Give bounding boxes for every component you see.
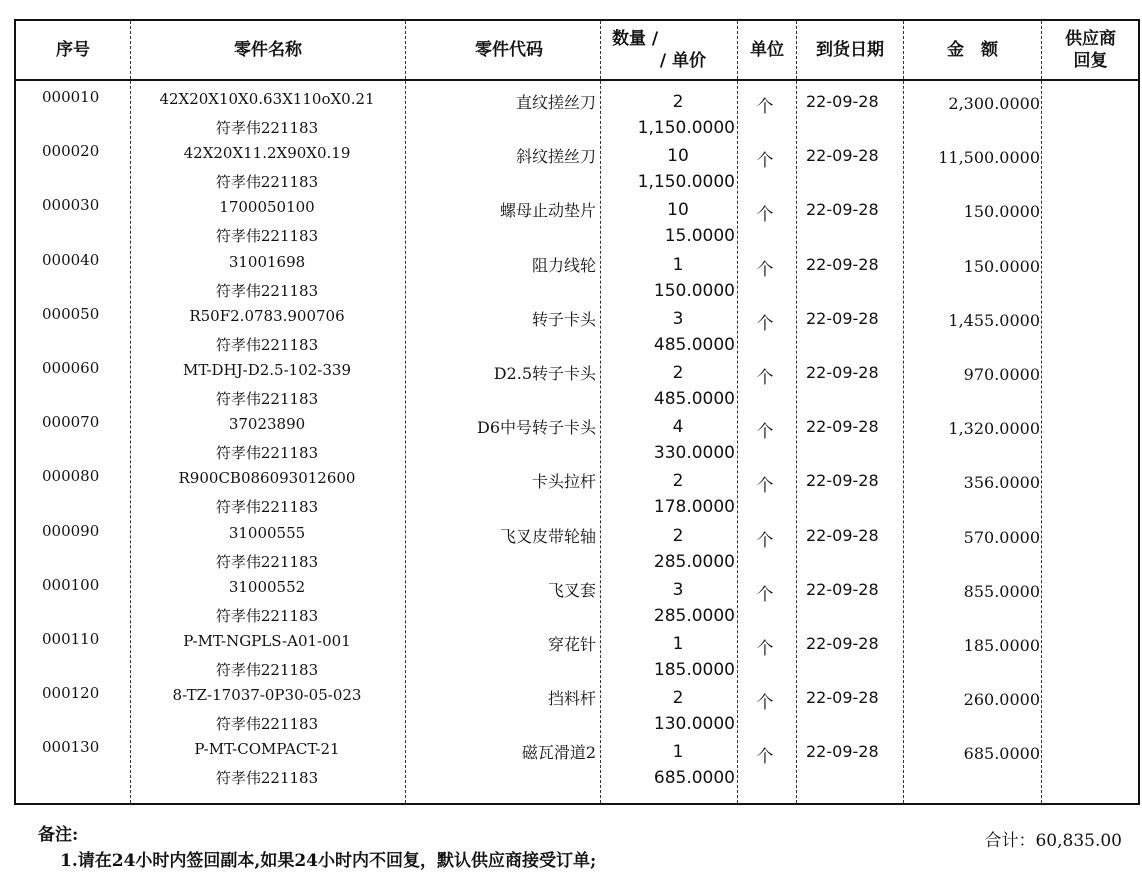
spec-cell: MT-DHJ-D2.5-102-339 <box>183 361 351 379</box>
qty-cell: 1 <box>672 634 684 654</box>
header-date: 到货日期 <box>816 40 884 60</box>
seq-cell: 000030 <box>42 196 100 215</box>
spec-cell: 37023890 <box>228 415 306 434</box>
code-cell: 飞叉皮带轮轴 <box>499 526 596 546</box>
price-cell: 178.0000 <box>653 497 735 518</box>
person-cell: 符孝伟221183 <box>215 661 319 679</box>
qty-cell: 2 <box>672 92 684 112</box>
date-cell: 22-09-28 <box>806 417 879 437</box>
price-cell: 330.0000 <box>653 443 735 464</box>
date-cell: 22-09-28 <box>806 363 879 382</box>
price-cell: 185.0000 <box>653 660 735 680</box>
header-seq: 序号 <box>56 40 90 60</box>
qty-cell: 4 <box>672 417 684 438</box>
code-cell: 飞叉套 <box>547 580 596 600</box>
unit-cell: 个 <box>756 747 774 768</box>
price-cell: 130.0000 <box>653 714 735 735</box>
qty-cell: 2 <box>672 688 684 709</box>
seq-cell: 000040 <box>42 250 100 269</box>
amount-cell: 356.0000 <box>963 473 1040 493</box>
seq-cell: 000050 <box>42 304 100 323</box>
spec-cell: 42X20X10X0.63X110oX0.21 <box>159 90 375 108</box>
date-cell: 22-09-28 <box>806 308 879 328</box>
price-cell: 285.0000 <box>653 551 735 572</box>
person-cell: 符孝伟221183 <box>215 552 319 571</box>
amount-cell: 11,500.0000 <box>938 148 1040 168</box>
unit-cell: 个 <box>756 476 774 497</box>
seq-cell: 000100 <box>42 575 100 594</box>
seq-cell: 000070 <box>42 413 100 432</box>
unit-cell: 个 <box>756 368 774 388</box>
seq-cell: 000060 <box>42 359 100 377</box>
amount-cell: 2,300.0000 <box>948 94 1040 113</box>
amount-cell: 150.0000 <box>963 202 1040 222</box>
header-price: / 单价 <box>659 51 706 71</box>
header-name: 零件名称 <box>234 40 302 60</box>
spec-cell: 42X20X11.2X90X0.19 <box>183 144 351 163</box>
header-qty: 数量 / <box>612 29 659 49</box>
header-reply-line2: 回复 <box>1073 51 1108 71</box>
code-cell: D6中号转子卡头 <box>476 418 596 438</box>
unit-cell: 个 <box>756 422 774 443</box>
person-cell: 符孝伟221183 <box>215 606 319 625</box>
spec-cell: 31001698 <box>228 252 306 271</box>
unit-cell: 个 <box>756 313 774 334</box>
amount-cell: 185.0000 <box>963 636 1040 655</box>
amount-cell: 970.0000 <box>963 365 1040 384</box>
amount-cell: 150.0000 <box>963 256 1040 276</box>
code-cell: 挡料杆 <box>547 689 596 709</box>
unit-cell: 个 <box>756 151 774 172</box>
unit-cell: 个 <box>756 97 774 117</box>
amount-cell: 1,320.0000 <box>948 419 1040 439</box>
date-cell: 22-09-28 <box>806 200 879 220</box>
spec-cell: R900CB086093012600 <box>178 469 356 488</box>
note-1: 1.请在24小时内签回副本,如果24小时内不回复，默认供应商接受订单; <box>60 851 597 871</box>
seq-cell: 000020 <box>42 142 100 161</box>
person-cell: 符孝伟221183 <box>215 498 319 517</box>
qty-cell: 1 <box>672 254 684 275</box>
price-cell: 1,150.0000 <box>637 118 735 138</box>
header-qty-price <box>602 22 736 78</box>
header-rule <box>14 79 1140 81</box>
qty-cell: 2 <box>672 363 684 383</box>
column-divider <box>1041 21 1042 803</box>
person-cell: 符孝伟221183 <box>215 390 319 408</box>
unit-cell: 个 <box>756 259 774 280</box>
qty-cell: 10 <box>667 146 689 167</box>
total-amount: 合计：60,835.00 <box>984 831 1122 851</box>
header-reply-line1: 供应商 <box>1065 29 1116 49</box>
header-amount: 金 额 <box>947 40 998 60</box>
column-divider <box>796 21 797 803</box>
spec-cell: 8-TZ-17037-0P30-05-023 <box>172 686 362 705</box>
price-cell: 150.0000 <box>653 280 735 301</box>
seq-cell: 000010 <box>42 88 100 106</box>
spec-cell: 31000552 <box>228 577 306 596</box>
code-cell: 直纹搓丝刀 <box>515 93 596 112</box>
amount-cell: 685.0000 <box>963 744 1040 764</box>
amount-cell: 855.0000 <box>963 581 1040 601</box>
qty-cell: 1 <box>672 742 684 763</box>
column-divider <box>737 21 738 803</box>
seq-cell: 000090 <box>42 521 100 540</box>
date-cell: 22-09-28 <box>806 92 879 111</box>
seq-cell: 000110 <box>42 630 100 648</box>
person-cell: 符孝伟221183 <box>215 769 319 788</box>
code-cell: 螺母止动垫片 <box>499 201 596 221</box>
spec-cell: 1700050100 <box>219 198 315 217</box>
price-cell: 285.0000 <box>653 605 735 626</box>
qty-cell: 3 <box>672 308 684 329</box>
header-code: 零件代码 <box>475 40 543 60</box>
qty-cell: 2 <box>672 525 684 546</box>
price-cell: 15.0000 <box>664 226 735 247</box>
spec-cell: 31000555 <box>228 523 306 542</box>
amount-cell: 260.0000 <box>963 690 1040 710</box>
column-divider <box>130 21 131 803</box>
price-cell: 485.0000 <box>653 334 735 355</box>
price-cell: 685.0000 <box>653 768 735 789</box>
person-cell: 符孝伟221183 <box>215 715 319 734</box>
code-cell: 卡头拉杆 <box>531 472 596 492</box>
column-divider <box>405 21 406 803</box>
amount-cell: 1,455.0000 <box>948 310 1040 330</box>
column-divider <box>600 21 601 803</box>
code-cell: D2.5转子卡头 <box>493 364 596 383</box>
unit-cell: 个 <box>756 530 774 551</box>
column-divider <box>903 21 904 803</box>
spec-cell: R50F2.0783.900706 <box>189 306 345 325</box>
person-cell: 符孝伟221183 <box>215 281 319 300</box>
price-cell: 485.0000 <box>653 389 735 409</box>
date-cell: 22-09-28 <box>806 254 879 274</box>
price-cell: 1,150.0000 <box>637 172 735 193</box>
qty-cell: 10 <box>667 200 689 221</box>
date-cell: 22-09-28 <box>806 634 879 653</box>
spec-cell: P-MT-COMPACT-21 <box>194 740 340 759</box>
qty-cell: 3 <box>672 579 684 600</box>
header-unit: 单位 <box>750 40 784 60</box>
code-cell: 穿花针 <box>547 635 596 654</box>
spec-cell: P-MT-NGPLS-A01-001 <box>183 632 351 650</box>
unit-cell: 个 <box>756 693 774 714</box>
amount-cell: 570.0000 <box>963 527 1040 547</box>
unit-cell: 个 <box>756 205 774 226</box>
person-cell: 符孝伟221183 <box>215 173 319 192</box>
unit-cell: 个 <box>756 639 774 659</box>
code-cell: 转子卡头 <box>531 309 596 329</box>
code-cell: 阻力线轮 <box>531 255 596 275</box>
unit-cell: 个 <box>756 584 774 605</box>
notes-label: 备注: <box>38 825 79 845</box>
code-cell: 磁瓦滑道2 <box>521 743 596 763</box>
qty-cell: 2 <box>672 471 684 492</box>
date-cell: 22-09-28 <box>806 688 879 708</box>
person-cell: 符孝伟221183 <box>215 444 319 463</box>
person-cell: 符孝伟221183 <box>215 335 319 354</box>
date-cell: 22-09-28 <box>806 742 879 762</box>
header-reply <box>1043 22 1138 78</box>
person-cell: 符孝伟221183 <box>215 227 319 246</box>
code-cell: 斜纹搓丝刀 <box>515 147 596 167</box>
seq-cell: 000130 <box>42 738 100 757</box>
date-cell: 22-09-28 <box>806 525 879 545</box>
date-cell: 22-09-28 <box>806 471 879 491</box>
date-cell: 22-09-28 <box>806 579 879 599</box>
date-cell: 22-09-28 <box>806 146 879 166</box>
person-cell: 符孝伟221183 <box>215 119 319 137</box>
seq-cell: 000120 <box>42 684 100 703</box>
seq-cell: 000080 <box>42 467 100 486</box>
